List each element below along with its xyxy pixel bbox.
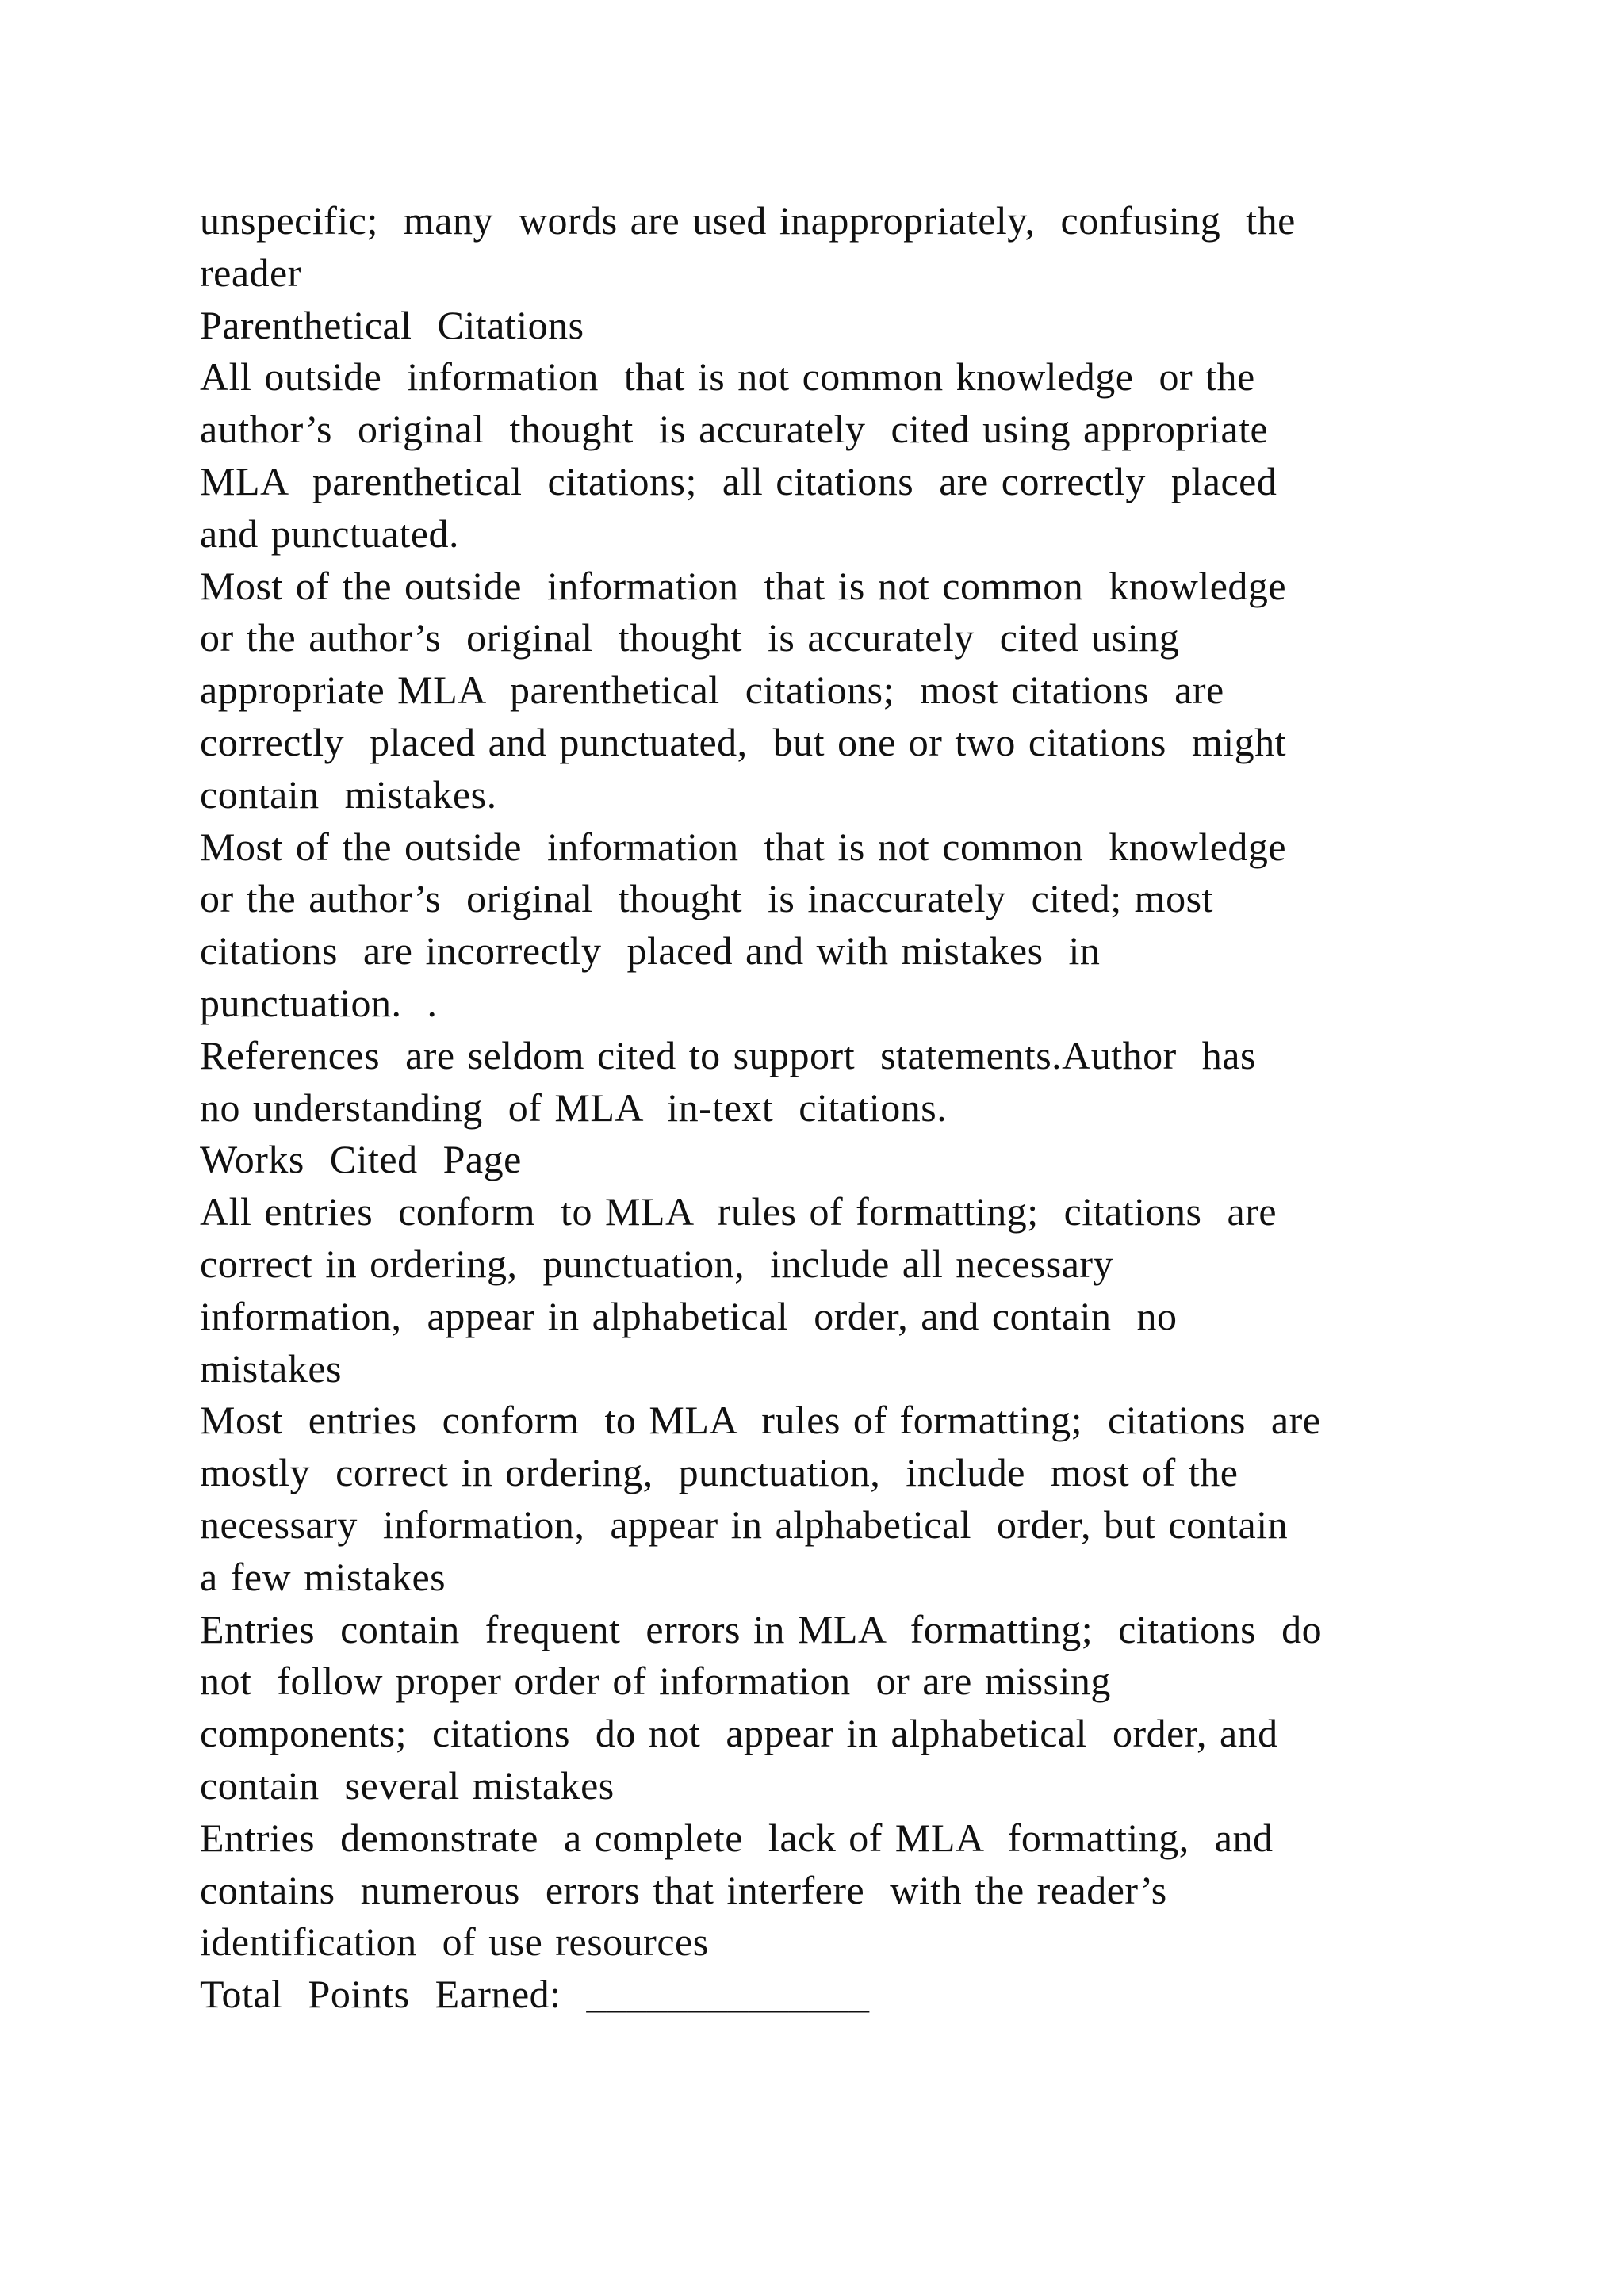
text-line: author’s original thought is accurately cited using appropriate [200,407,1269,452]
text-line: All outside information that is not common knowledge or the [200,354,1255,400]
text-line: contains numerous errors that interfere with the reader’s [200,1867,1167,1912]
text-line: MLA parenthetical citations; all citations are correctly placed [200,458,1277,503]
text-line: All entries conform to MLA rules of formatting; citations are [200,1189,1277,1234]
text-line: References are seldom cited to support statements.Author has [200,1032,1256,1077]
text-line: Entries demonstrate a complete lack of MLA formatting, and [200,1815,1274,1860]
total-points-earned-line: Total Points Earned: ______________ [200,1972,870,2017]
text-line: information, appear in alphabetical order, and contain no [200,1293,1178,1338]
text-line: citations are incorrectly placed and with mistakes in [200,928,1101,974]
text-line: appropriate MLA parenthetical citations; most citations are [200,668,1224,713]
text-line: contain mistakes. [200,771,497,817]
text-line: components; citations do not appear in alphabetical order, and [200,1711,1278,1756]
text-line: a few mistakes [200,1554,446,1599]
text-line: or the author’s original thought is accurately cited using [200,615,1180,660]
section-heading-works-cited-page: Works Cited Page [200,1137,522,1182]
text-line: or the author’s original thought is inaccurately cited; most [200,876,1213,921]
text-line: mostly correct in ordering, punctuation, include most of the [200,1450,1239,1495]
text-line: Most entries conform to MLA rules of formatting; citations are [200,1398,1321,1443]
text-line: Entries contain frequent errors in MLA formatting; citations do [200,1606,1323,1651]
text-line: Most of the outside information that is not common knowledge [200,824,1287,869]
text-line: and punctuated. [200,511,460,556]
text-line: reader [200,250,301,295]
text-line: Most of the outside information that is not common knowledge [200,563,1287,608]
text-line: not follow proper order of information or are missing [200,1659,1111,1704]
text-line: necessary information, appear in alphabetical order, but contain [200,1502,1289,1547]
text-line: correct in ordering, punctuation, include all necessary [200,1241,1114,1286]
text-line: no understanding of MLA in-text citations. [200,1085,948,1130]
section-heading-parenthetical-citations: Parenthetical Citations [200,302,584,347]
text-line: correctly placed and punctuated, but one or two citations might [200,719,1287,764]
text-line: unspecific; many words are used inappropriately, confusing the [200,198,1296,243]
document-page [200,195,1437,2021]
text-line: contain several mistakes [200,1762,615,1808]
text-line: identification of use resources [200,1919,709,1965]
text-line: punctuation. . [200,980,438,1025]
text-line: mistakes [200,1345,342,1391]
